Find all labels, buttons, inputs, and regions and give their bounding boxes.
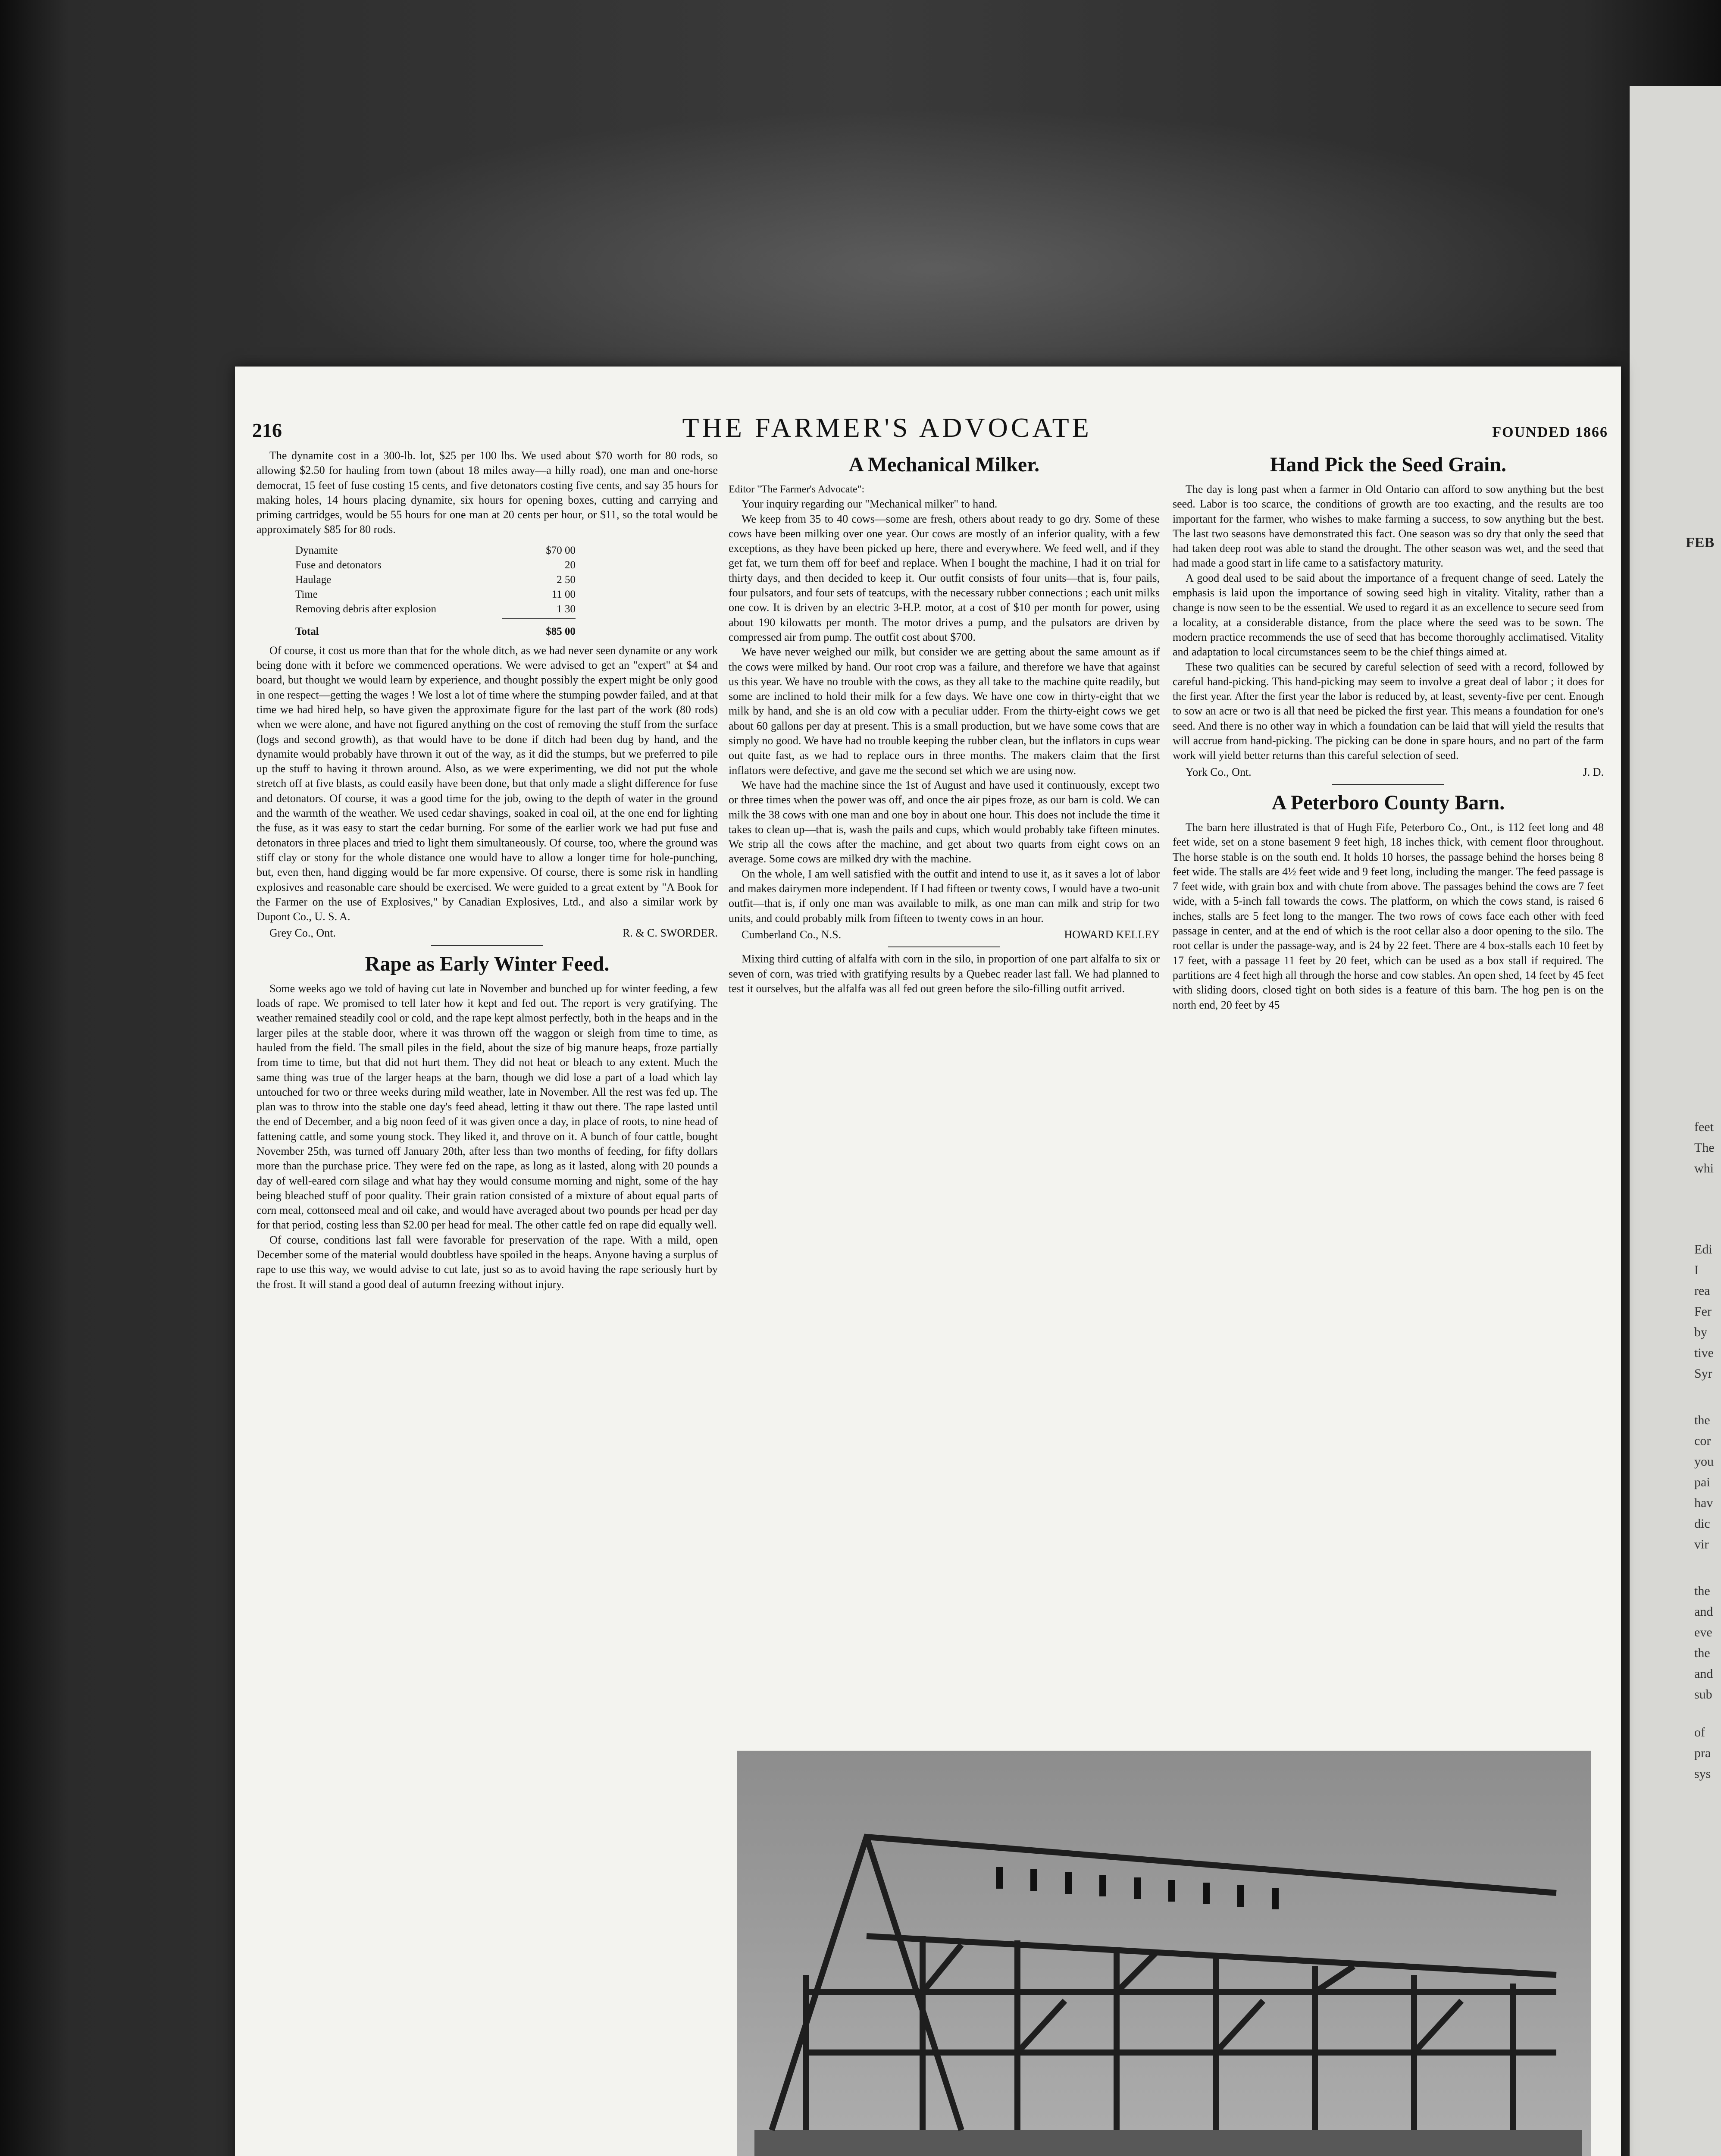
seed-paragraph: These two qualities can be secured by careful selection of seed with a record, followed by careful hand-picking. This hand-picking may seem to involve a great deal of labor ; it does for the first year. After the first year the labor is reduced by, at least, seventy-five per cent. Enough to sow an acre or two is all that need be picked the first year. This means a foundation for one's seed. And there is no other way in which a foundation can be laid that will yield the results that will accrue from hand-picking. The picking can be done in spare hours, and no part of the farm work will yield better returns than this careful selection of seed.	[1173, 660, 1604, 762]
founded-line: FOUNDED 1866	[1492, 424, 1608, 440]
column-rule	[888, 946, 1000, 947]
ledger-total-label: Total	[295, 625, 319, 637]
page-header	[252, 412, 1608, 442]
milker-paragraph: On the whole, I am well satisfied with the outfit and intend to use it, as it saves a lot of labor and makes dairymen more independent. If I had fifteen or twenty cows, I would have a two-unit outfit—that is, if only one man was available to milk, as one man can milk and strip for two units, and could probably milk from fifteen to twenty cows in an hour.	[729, 867, 1160, 924]
ledger-label: Haulage	[295, 573, 332, 586]
dynamite-paragraph: The dynamite cost in a 300-lb. lot, $25 per 100 lbs. We used about $70 worth for 80 rods, so allowing $2.50 for hauling from town (about 18 miles away—a hilly road), one man and one-horse democrat, 15 feet of fuse costing 15 cents, and five detonators costing five cents, and say 35 hours for making holes, 14 hours placing dynamite, six hours for opening boxes, cutting and carrying and priming cartridges, would be 55 hours for one man at 20 cents per hour, or $11, so the total would be approximately $85 for 80 rods.	[257, 449, 718, 536]
fragment: whi	[1694, 1161, 1714, 1175]
ledger-label: Time	[295, 588, 318, 600]
fragment: feet	[1694, 1120, 1714, 1134]
fragment: dic	[1694, 1517, 1710, 1531]
fragment: the	[1694, 1584, 1710, 1598]
rape-paragraph: Of course, conditions last fall were favorable for preservation of the rape. With a mild, open December some of the material would doubtless have spoiled in the heaps. Anyone having a surplus of rape to use this way, we would advise to cut late, just so as to avoid having the rape seriously hurt by the frost. It will stand a good deal of autumn freezing without injury.	[257, 1233, 718, 1291]
fragment: cor	[1694, 1434, 1711, 1448]
milker-paragraph: We have had the machine since the 1st of August and have used it continuously, except two or three times when the power was off, and once the air pipes froze, as our barn is cold. We can milk the 38 cows with one man and one boy in about one hour. This does not include the time it takes to clean up—that is, wash the pails and cups, which would probably take fifteen minutes. We strip all the cows after the machine, and get about two quarts from eight cows on an average. Some cows are milked dry with the machine.	[729, 778, 1160, 865]
ledger-total-row	[295, 624, 576, 639]
signoff-location: York Co., Ont.	[1186, 765, 1252, 778]
signoff-author: R. & C. SWORDER.	[622, 927, 718, 940]
masthead: THE FARMER'S ADVOCATE	[682, 412, 1092, 443]
ledger-amount: 2 50	[557, 573, 576, 586]
worker	[1272, 1888, 1279, 1909]
milker-paragraph: Your inquiry regarding our "Mechanical milker" to hand.	[742, 498, 998, 511]
alfalfa-note: Mixing third cutting of alfalfa with corn in the silo, in proportion of one part alfalfa to six or seven of corn, was tried with gratifying results by a Quebec reader last fall. We had planned to test it ourselves, but the alfalfa was all fed out green before the silo-filling outfit arrived.	[729, 953, 1160, 995]
facing-page-header: FEB	[1686, 535, 1715, 551]
column-right	[1173, 448, 1604, 1012]
scan-glare	[259, 108, 1617, 375]
column-rule	[1332, 784, 1444, 785]
milker-headline: A Mechanical Milker.	[848, 453, 1040, 476]
ledger-amount: 11 00	[551, 588, 576, 600]
fragment: hav	[1694, 1496, 1713, 1510]
fragment: The	[1694, 1141, 1715, 1155]
cost-ledger	[295, 543, 576, 639]
ledger-row	[295, 543, 576, 558]
milker-signoff	[729, 928, 1160, 942]
seed-paragraph: The day is long past when a farmer in Old Ontario can afford to sow anything but the best seed. Labor is too scarce, the conditions of growth are too exacting, and the results are too important for the farmer, who wishes to make farming a success, to sow anything but the best. The last two seasons have demonstrated this fact. One season was so dry that only the seed that had taken deep root was able to stand the drought. The other season was wet, and the seed that had made a good start in life came to a satisfactory maturity.	[1173, 483, 1604, 570]
ledger-total-amount: $85 00	[546, 625, 576, 637]
milker-paragraph: We have never weighed our milk, but consider we are getting about the same amount as if the cows were milked by hand. Our root crop was a failure, and therefore we have that against us this year. We have no trouble with the cows, as they all take to the machine quite readily, but some are inclined to hold their milk for a few days. We have one cow in thirty-eight that we milk by hand, and she is an old cow with a peculiar udder. From the thirty-eight cows we get about 60 gallons per day at present. This is a small production, but we have some cows that are simply no good. We have had no trouble keeping the rubber clean, but the inflators in cups wear out quite fast, as we had to replace ours in three months. The makers claim that the first inflators were defective, and gave me the second set which we are using now.	[729, 646, 1160, 777]
barn-photo	[737, 1751, 1591, 2156]
fragment: the	[1694, 1413, 1710, 1427]
fragment: I	[1694, 1263, 1699, 1277]
ledger-label: Removing debris after explosion	[295, 603, 437, 615]
facing-page-edge	[1630, 86, 1721, 2156]
rape-headline: Rape as Early Winter Feed.	[365, 952, 610, 975]
ledger-row	[295, 573, 576, 587]
fragment: tive	[1694, 1346, 1714, 1360]
rape-paragraph: Some weeks ago we told of having cut late in November and bunched up for winter feeding, a few loads of rape. We promised to tell later how it kept and fed out. The report is very gratifying. The weather remained steadily cool or cold, and the rape kept almost perfectly, both in the heaps and in the larger piles at the stable door, where it was thrown off the waggon or sleigh from time to time, as hauled from the field. The small piles in the field, about the size of big manure heaps, froze partially from time to time, but that did not hurt them. They did not heat or bleach to any extent. Much the same thing was true of the larger heaps at the barn, though we did lose a part of a load which lay untouched for two or three weeks during mild weather, late in November. All the rest was fed up. The plan was to throw into the stable one day's feed ahead, letting it thaw out there. The rape lasted until the end of December, and a big noon feed of it was given once a day, in place of roots, to nine head of fattening cattle, and some young stock. They liked it, and throve on it. A bunch of four cattle, bought November 25th, was turned off January 20th, after less than two months of feeding, for fifty dollars more than the purchase price. They were fed on the rape, as long as it lasted, along with 20 pounds a day of well-eared corn silage and what hay they would consume morning and night, some of the hay being bleached stuff of poor quality. Their grain ration consisted of a mixture of about equal parts of corn meal, cottonseed meal and oil cake, and would have averaged about two pounds per head per day for that period, costing less than $2.00 per head for meal. The other cattle fed on rape did equally well.	[257, 982, 718, 1232]
fragment: rea	[1694, 1284, 1710, 1298]
page-number: 216	[252, 419, 282, 441]
signoff-location: Cumberland Co., N.S.	[742, 928, 842, 941]
ledger-row	[295, 558, 576, 573]
seed-signoff	[1173, 765, 1604, 780]
barn-paragraph: The barn here illustrated is that of Hugh Fife, Peterboro Co., Ont., is 112 feet long and 48 feet wide, set on a stone basement 9 feet high, 18 inches thick, with cement floor throughout. The horse stable is on the south end. It holds 10 horses, the passage behind the horses being 8 feet wide. The stalls are 4½ feet wide and 9 feet long, including the manger. The feed passage is 7 feet wide, with grain box and with chute from above. The passages behind the cows are 7 feet wide, with a 5-inch fall towards the cows. The platform, on which the cows stand, is raised 6 inches, stalls are 5 feet long to the manger. The two rows of cows face each other with feed passage in center, and at the end of which is the root cellar also a door opening to the silo. The root cellar is under the passage-way, and is 24 by 22 feet. There are 4 box-stalls each 10 feet by 17 feet, with a passage 11 feet by 20 feet, which can be used as a box stall if required. The partitions are 4 feet high all through the horse and cow stables. An open shed, 14 feet by 45 feet with sliding doors, closed tight on both sides is a feature of this barn. The hog pen is on the north end, 20 feet by 45	[1173, 821, 1604, 1011]
barn-frame-illustration	[737, 1751, 1591, 2156]
dynamite-paragraph: Of course, it cost us more than that for the whole ditch, as we had never seen dynamite or any work being done with it before we commenced operations. We were advised to get an "expert" at $4 and board, but thought we would learn by experience, and thought possibly the expert might be only good in one respect—getting the wages ! We lost a lot of time where the stumping powder failed, and at that time we had hired help, so have given the approximate figure for the last part of the work (80 rods) when we were alone, and have not figured anything on the cost of removing the stuff from the surface (logs and second growth), as that would have to be done if ditch had been dug by hand, and the dynamite would probably have thrown it out of the way, as it did the stumps, but we preferred to pile up the stuff to having it thrown around. Also, as we were experimenting, we did not put the whole stretch off at five blasts, as could easily have been done, but that only made a slight difference for fuse and detonators. Of course, it was a good time for the job, owing to the depth of water in the ground and the warmth of the weather. We used cedar shavings, soaked in coal oil, at the one end for lighting the fuse, as it was easy to start the cedar burning. For some of the earlier work we had put fuse and detonators in three places and tried to light them simultaneously. Of course, too, where the ground was stiff clay or stony for the whole distance one would have to allow a longer time for hole-punching, but, even then, hand digging would be far more expensive. Of course, there is some risk in handling explosives and reasonable care should be exercised. We were guided to a great extent by "A Book for the Farmer on the use of Explosives," by Canadian Explosives, Ltd., and also a similar work by Dupont Co., U. S. A.	[257, 644, 718, 923]
stone-basement	[754, 2130, 1582, 2156]
newspaper-page	[235, 367, 1621, 2156]
fragment: Fer	[1694, 1304, 1712, 1319]
worker	[1203, 1883, 1210, 1904]
worker	[996, 1867, 1003, 1889]
ledger-amount: 1 30	[557, 603, 576, 615]
dynamite-signoff	[257, 926, 718, 940]
worker	[1237, 1885, 1244, 1907]
fragment: the	[1694, 1646, 1710, 1660]
fragment: vir	[1694, 1537, 1709, 1551]
milker-paragraph: We keep from 35 to 40 cows—some are fresh, others about ready to go dry. Some of these cows have been milking over one year. Our cows are mostly of an inferior quality, with a few exceptions, as they have been picked up here, there and everywhere. We feed well, and if they get fat, we turn them off for beef and replace. When I bought the machine, I had it on trial for thirty days, and then decided to keep it. Our outfit consists of four units—that is, four pails, four pulsators, and four sets of teatcups, with the necessary rubber connections ; each unit milks one cow. It is driven by an electric 3-H.P. motor, at a cost of $10 per month for power, using about 190 kilowatts per month. The motor drives a pump, and the pulsators are driven by compressed air from pump. The outfit cost about $700.	[729, 512, 1160, 643]
fragment: pra	[1694, 1746, 1711, 1760]
fragment: and	[1694, 1667, 1713, 1681]
worker	[1030, 1869, 1037, 1891]
ledger-label: Dynamite	[295, 544, 338, 556]
fragment: sub	[1694, 1687, 1712, 1702]
signoff-location: Grey Co., Ont.	[269, 927, 336, 940]
fragment: you	[1694, 1454, 1714, 1469]
ledger-row	[295, 602, 576, 617]
seed-headline: Hand Pick the Seed Grain.	[1270, 453, 1507, 476]
ledger-amount: $70 00	[546, 544, 576, 556]
fragment: pai	[1694, 1475, 1710, 1489]
barn-headline: A Peterboro County Barn.	[1271, 791, 1505, 814]
facing-page-fragments	[1694, 1117, 1720, 1784]
fragment: of	[1694, 1725, 1705, 1739]
signoff-author: J. D.	[1583, 765, 1604, 778]
fragment: Edi	[1694, 1242, 1712, 1257]
column-middle	[729, 448, 1160, 996]
worker	[1168, 1880, 1175, 1902]
fragment: Syr	[1694, 1366, 1712, 1381]
worker	[1065, 1872, 1072, 1894]
worker	[1134, 1877, 1141, 1899]
worker	[1099, 1875, 1106, 1896]
signoff-author: HOWARD KELLEY	[1064, 928, 1160, 941]
fragment: sys	[1694, 1767, 1711, 1781]
fragment: by	[1694, 1325, 1707, 1339]
ledger-rule	[502, 618, 576, 619]
fragment: eve	[1694, 1625, 1712, 1639]
column-rule	[431, 945, 543, 946]
ledger-label: Fuse and detonators	[295, 559, 382, 571]
ledger-amount: 20	[565, 559, 576, 571]
column-left	[257, 448, 718, 1292]
ledger-row	[295, 587, 576, 602]
fragment: and	[1694, 1604, 1713, 1619]
seed-paragraph: A good deal used to be said about the importance of a frequent change of seed. Lately the emphasis is laid upon the importance of sowing seed high in vitality. Vitality, rather than a change is now seen to be the essential. We used to regard it as an excellence to secure seed from a locality, at a considerable distance, from the place where the seed was to be sown. The modern practice recommends the use of seed that has become thoroughly acclimatised. Vitality and adaptation to local circumstances seem to be the chief things aimed at.	[1173, 571, 1604, 658]
milker-salutation: Editor "The Farmer's Advocate":	[729, 484, 865, 495]
